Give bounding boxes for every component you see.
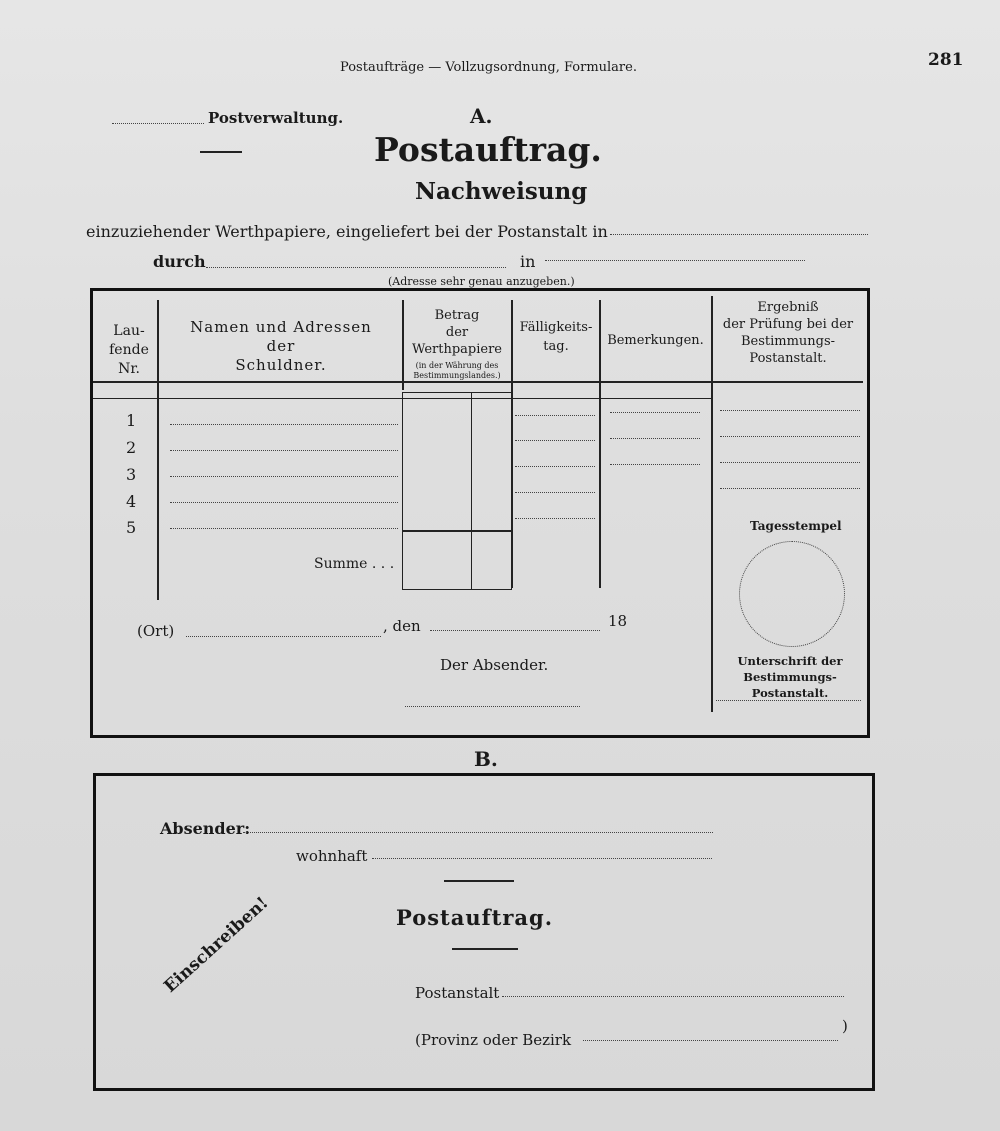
postanstalt-b-dotted-line — [502, 996, 844, 997]
ergebnis-line — [720, 436, 860, 437]
form-a-intro-line: einzuziehender Werthpapiere, eingeliefert bei der Postanstalt in — [86, 222, 608, 241]
provinz-dotted-line — [583, 1040, 838, 1041]
tagesstempel-circle — [739, 541, 845, 647]
faellig-line — [515, 518, 595, 519]
form-b-letter: B. — [474, 747, 498, 771]
den-dotted-line — [430, 630, 600, 631]
row-line — [170, 476, 398, 477]
page-number: 281 — [928, 50, 964, 70]
row-number: 1 — [126, 411, 137, 430]
year-label: 18 — [608, 612, 628, 630]
form-a-title: Postauftrag. — [374, 130, 602, 169]
ergebnis-line — [720, 462, 860, 463]
faellig-line — [515, 440, 595, 441]
row-number: 2 — [126, 438, 137, 457]
ergebnis-line — [720, 488, 860, 489]
unterschrift-line — [716, 700, 861, 701]
form-a-subtitle: Nachweisung — [415, 178, 588, 205]
col-names-header: Namen und Adressen der Schuldner. — [190, 318, 372, 374]
col-ergebnis-header: Ergebniß der Prüfung bei der Bestimmungs- Postanstalt. — [722, 300, 854, 366]
verwaltung-label: Postverwaltung. — [208, 109, 344, 127]
ort-label: (Ort) — [137, 622, 175, 640]
in-label: in — [520, 252, 536, 271]
row-line — [170, 424, 398, 425]
absender-sign-line — [405, 706, 580, 707]
bemerk-line — [610, 412, 700, 413]
row-line — [170, 450, 398, 451]
form-b-title: Postauftrag. — [396, 905, 554, 930]
col-betrag-sub: (in der Währung des Bestimmungslandes.) — [413, 361, 501, 380]
einschreiben-stamp: Einschreiben! — [160, 893, 273, 997]
col-faellig-header: Fälligkeits- tag. — [519, 320, 593, 354]
tagesstempel-label: Tagesstempel — [750, 519, 842, 533]
row-number: 5 — [126, 518, 137, 537]
form-a-letter: A. — [470, 104, 493, 128]
bemerk-line — [610, 464, 700, 465]
absender-sign: Der Absender. — [440, 656, 549, 674]
absender-label: Absender: — [160, 819, 251, 838]
faellig-line — [515, 466, 595, 467]
ergebnis-line — [720, 410, 860, 411]
provinz-label: (Provinz oder Bezirk — [415, 1031, 572, 1049]
row-line — [170, 502, 398, 503]
ort-dotted-line — [186, 636, 381, 637]
col-bemerk-header: Bemerkungen. — [607, 333, 704, 348]
in-dotted-line — [545, 260, 805, 261]
col-betrag-header: Betrag der Werthpapiere — [412, 308, 502, 357]
absender-dotted-line — [243, 832, 713, 833]
running-title: Postaufträge — Vollzugsordnung, Formulare. — [340, 60, 637, 75]
col-nr-header: Lau- fende Nr. — [109, 323, 149, 377]
wohnhaft-dotted-line — [372, 858, 712, 859]
verwaltung-dotted-line — [112, 123, 204, 124]
short-rule — [200, 151, 242, 153]
row-number: 4 — [126, 492, 137, 511]
durch-dotted-line — [206, 267, 506, 268]
postanstalt-dotted-line — [610, 234, 868, 235]
form-b-rule-top — [444, 880, 514, 882]
wohnhaft-label: wohnhaft — [296, 847, 368, 865]
faellig-line — [515, 415, 595, 416]
betrag-mid-line — [471, 392, 472, 590]
bemerk-line — [610, 438, 700, 439]
row-line — [170, 528, 398, 529]
postanstalt-label: Postanstalt — [415, 984, 500, 1002]
betrag-inner-box — [402, 392, 512, 590]
faellig-line — [515, 492, 595, 493]
header-rule — [93, 381, 863, 383]
den-label: , den — [383, 617, 421, 635]
unterschrift-label: Unterschrift der Bestimmungs-Postanstalt. — [737, 654, 843, 700]
durch-label: durch — [153, 252, 206, 271]
address-note: (Adresse sehr genau anzugeben.) — [388, 275, 575, 288]
summe-label: Summe . . . — [314, 556, 395, 572]
betrag-sum-line — [402, 530, 512, 532]
row-number: 3 — [126, 465, 137, 484]
form-b-rule-bottom — [452, 948, 518, 950]
provinz-close: ) — [842, 1017, 848, 1035]
